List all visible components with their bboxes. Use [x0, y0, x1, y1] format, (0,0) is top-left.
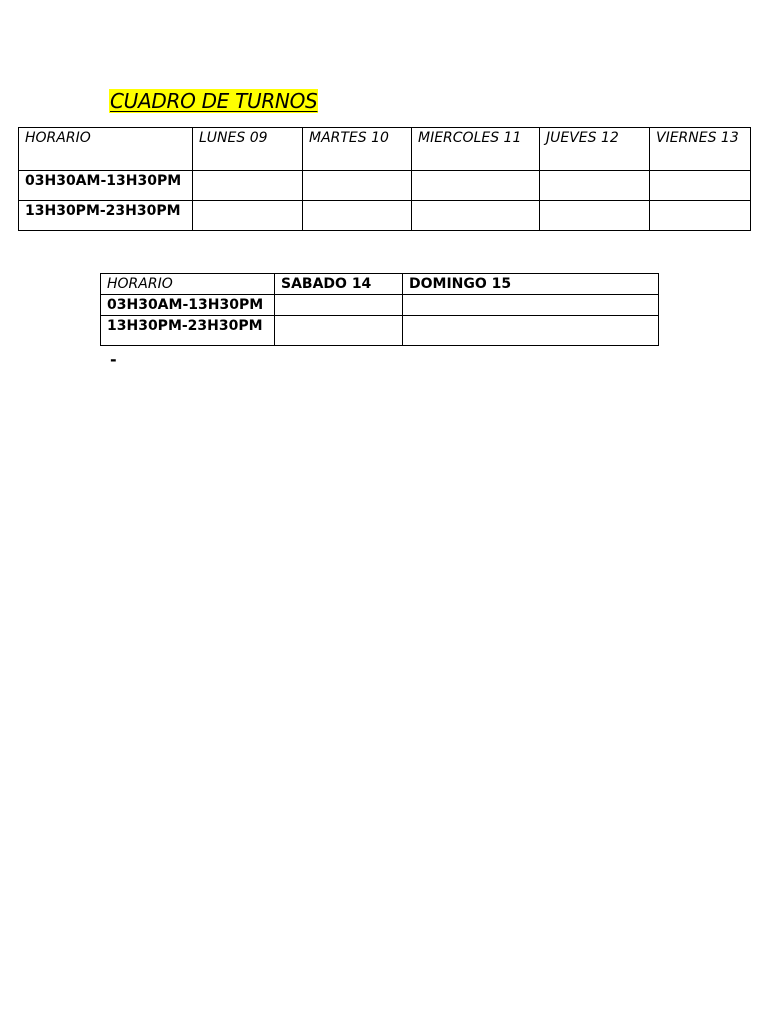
table-cell	[193, 201, 303, 231]
table-cell	[412, 171, 540, 201]
table-cell	[403, 316, 659, 346]
table-cell	[275, 295, 403, 316]
table-cell	[303, 171, 412, 201]
document-title	[109, 88, 318, 114]
table-row	[101, 295, 659, 316]
table-row	[19, 171, 751, 201]
header-jueves: JUEVES 12	[540, 128, 650, 171]
header-domingo: DOMINGO 15	[403, 274, 659, 295]
header-viernes: VIERNES 13	[650, 128, 751, 171]
trailing-dash: -	[110, 350, 117, 369]
table-cell	[650, 171, 751, 201]
header-miercoles: MIERCOLES 11	[412, 128, 540, 171]
table-cell	[403, 295, 659, 316]
table-cell	[303, 201, 412, 231]
header-sabado: SABADO 14	[275, 274, 403, 295]
table-row	[101, 316, 659, 346]
row-horario: 13H30PM-23H30PM	[19, 201, 193, 231]
header-horario: HORARIO	[19, 128, 193, 171]
row-horario: 03H30AM-13H30PM	[101, 295, 275, 316]
header-martes: MARTES 10	[303, 128, 412, 171]
table-cell	[412, 201, 540, 231]
table-row	[19, 201, 751, 231]
header-horario: HORARIO	[101, 274, 275, 295]
table-cell	[650, 201, 751, 231]
title-text: CUADRO DE TURNOS	[110, 89, 318, 113]
weekday-shift-table	[18, 127, 751, 231]
table-cell	[193, 171, 303, 201]
table-header-row	[19, 128, 751, 171]
row-horario: 03H30AM-13H30PM	[19, 171, 193, 201]
table-cell	[540, 171, 650, 201]
header-lunes: LUNES 09	[193, 128, 303, 171]
table-header-row	[101, 274, 659, 295]
table-cell	[540, 201, 650, 231]
row-horario: 13H30PM-23H30PM	[101, 316, 275, 346]
weekend-shift-table	[100, 273, 659, 346]
table-cell	[275, 316, 403, 346]
